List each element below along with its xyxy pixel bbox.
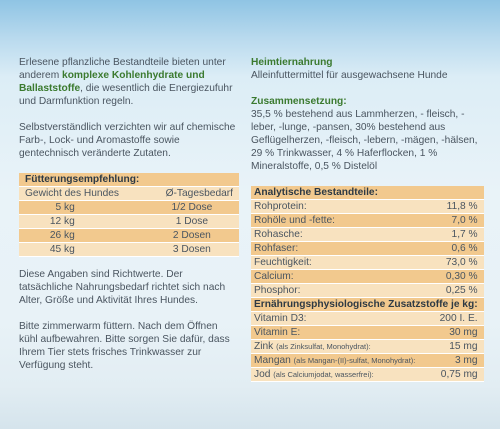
feeding-col-weight: Gewicht des Hundes xyxy=(19,187,145,201)
analysis-name: Rohasche: xyxy=(251,228,433,242)
additive-name-cell xyxy=(251,340,433,354)
feeding-weight: 45 kg xyxy=(19,243,145,257)
intro-highlight: komplexe Kohlenhydrate und Ballaststoffe xyxy=(19,70,205,94)
additive-name: Zink xyxy=(254,341,274,352)
no-additives-paragraph: Selbstverständlich verzichten wir auf chemische Farb-, Lock- und Aromastoffe sowie gentechnisch veränderte Zutaten. xyxy=(19,122,236,159)
feeding-weight: 12 kg xyxy=(19,215,145,229)
analysis-name: Rohöle und -fette: xyxy=(251,214,433,228)
additive-value: 30 mg xyxy=(433,326,483,340)
analysis-value: 73,0 % xyxy=(433,256,483,270)
analysis-name: Calcium: xyxy=(251,270,433,284)
intro-paragraph xyxy=(19,56,239,108)
additives-title: Ernährungsphysiologische Zusatzstoffe je kg: xyxy=(251,298,484,312)
feeding-weight: 26 kg xyxy=(19,229,145,243)
additive-value: 200 I. E. xyxy=(433,312,483,326)
analysis-name: Phosphor: xyxy=(251,284,433,298)
additive-name: Vitamin E: xyxy=(254,327,301,338)
analysis-value: 7,0 % xyxy=(433,214,483,228)
composition-text: 35,5 % bestehend aus Lammherzen, - fleisch, -leber, -lunge, -pansen, 30% bestehend aus Geflügelherzen, -fleisch, -lebern, -mägen, -hälsen, 29 % Trinkwasser, 4 % Haferflocken, 1 % Mineralstoffe, 0,5 % Distelöl xyxy=(251,109,478,172)
table-row xyxy=(251,242,484,256)
table-row xyxy=(251,312,484,326)
guideline-paragraph: Diese Angaben sind Richtwerte. Der tatsächliche Nahrungsbedarf richtet sich nach Alter, Größe und Aktivität Ihres Hundes. xyxy=(19,269,226,306)
table-row xyxy=(19,229,239,243)
table-row xyxy=(251,340,484,354)
composition-heading: Zusammensetzung: xyxy=(251,96,347,107)
analysis-title: Analytische Bestandteile: xyxy=(251,186,484,200)
analysis-title-row xyxy=(251,186,484,200)
table-row xyxy=(251,354,484,368)
intro-text-a: Erlesene pflanzliche Bestandteile bieten unter anderem xyxy=(19,57,226,81)
table-row xyxy=(251,326,484,340)
table-row xyxy=(251,368,484,382)
analysis-value: 0,25 % xyxy=(433,284,483,298)
additive-name-cell xyxy=(251,312,433,326)
feeding-weight: 5 kg xyxy=(19,201,145,215)
table-row xyxy=(19,243,239,257)
product-heading: Heimtiernahrung xyxy=(251,57,333,68)
feeding-amount: 3 Dosen xyxy=(145,243,239,257)
table-row xyxy=(251,200,484,214)
additive-name-cell xyxy=(251,326,433,340)
additive-name: Mangan xyxy=(254,355,291,366)
table-row xyxy=(251,270,484,284)
analysis-value: 11,8 % xyxy=(433,200,483,214)
feeding-amount: 2 Dosen xyxy=(145,229,239,243)
product-description: Alleinfuttermittel für ausgewachsene Hunde xyxy=(251,70,448,81)
table-row xyxy=(19,215,239,229)
additive-note: (als Calciumjodat, wasserfrei): xyxy=(273,370,374,379)
analysis-value: 0,6 % xyxy=(433,242,483,256)
right-column xyxy=(251,56,483,382)
feeding-amount: 1 Dose xyxy=(145,215,239,229)
additive-name: Jod xyxy=(254,369,271,380)
intro-text-b: , die wesentlich die Energiezufuhr und Darmfunktion regeln. xyxy=(19,83,233,107)
serving-paragraph: Bitte zimmerwarm füttern. Nach dem Öffnen kühl aufbewahren. Bitte sorgen Sie dafür, dass Ihrem Tier stets frisches Trinkwasser zur Verfügung steht. xyxy=(19,321,230,371)
analysis-name: Rohfaser: xyxy=(251,242,433,256)
additive-name-cell xyxy=(251,368,433,382)
analysis-name: Rohprotein: xyxy=(251,200,433,214)
additive-name-cell xyxy=(251,354,433,368)
additive-name: Vitamin D3: xyxy=(254,313,307,324)
additive-value: 15 mg xyxy=(433,340,483,354)
additive-note: (als Mangan-(II)-sulfat, Monohydrat): xyxy=(293,356,416,365)
additives-title-row xyxy=(251,298,484,312)
table-row xyxy=(251,214,484,228)
analysis-name: Feuchtigkeit: xyxy=(251,256,433,270)
table-row xyxy=(251,228,484,242)
additive-note: (als Zinksulfat, Monohydrat): xyxy=(276,342,371,351)
table-row xyxy=(251,284,484,298)
additive-value: 3 mg xyxy=(433,354,483,368)
feeding-amount: 1/2 Dose xyxy=(145,201,239,215)
analysis-table xyxy=(251,186,484,382)
left-column xyxy=(19,56,239,385)
table-row xyxy=(251,256,484,270)
feeding-col-daily: Ø-Tagesbedarf xyxy=(145,187,239,201)
table-row xyxy=(19,201,239,215)
feeding-header-row xyxy=(19,187,239,201)
analysis-value: 1,7 % xyxy=(433,228,483,242)
analysis-value: 0,30 % xyxy=(433,270,483,284)
feeding-title-row xyxy=(19,173,239,187)
feeding-table xyxy=(19,173,239,257)
feeding-title: Fütterungsempfehlung: xyxy=(19,173,239,187)
additive-value: 0,75 mg xyxy=(433,368,483,382)
